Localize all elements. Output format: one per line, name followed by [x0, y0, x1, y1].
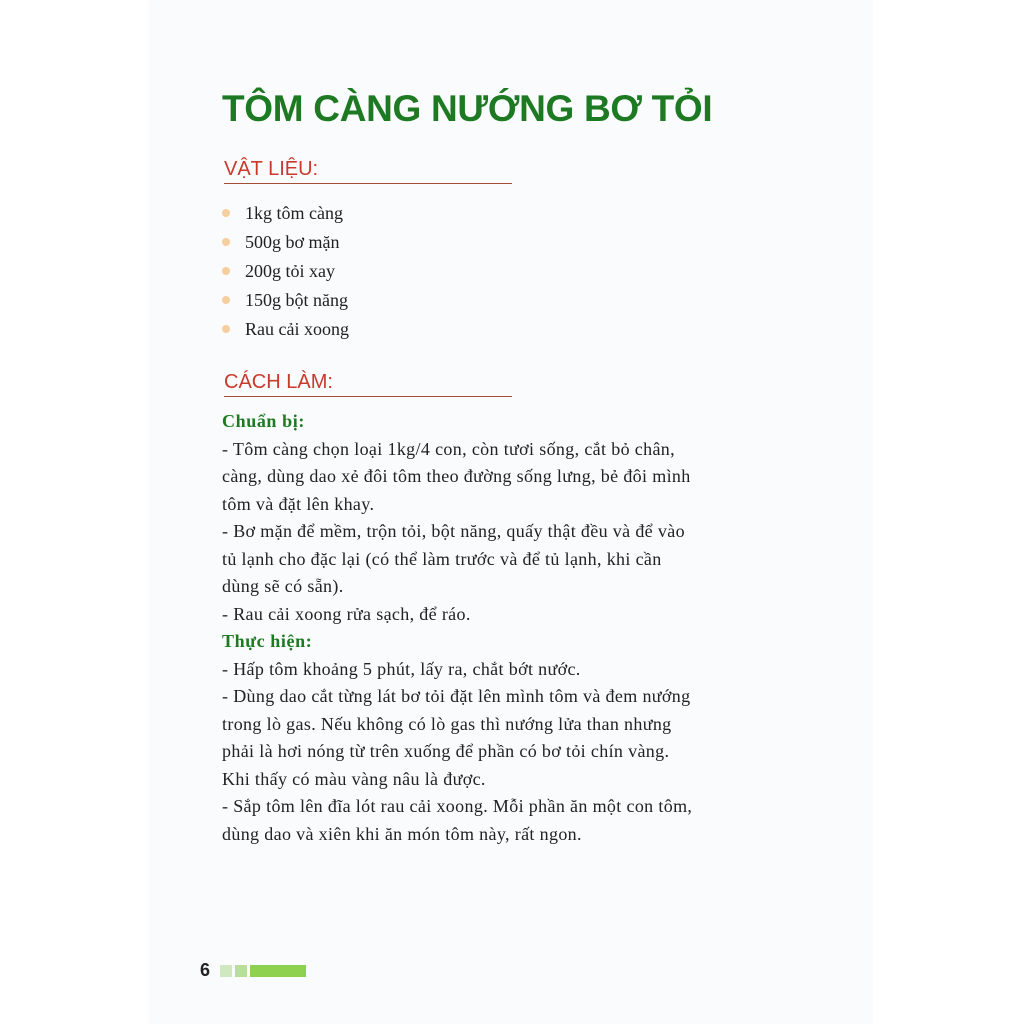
prep-line: càng, dùng dao xẻ đôi tôm theo đường sống lưng, bẻ đôi mình: [222, 466, 691, 486]
recipe-title: TÔM CÀNG NƯỚNG BƠ TỎI: [222, 88, 713, 129]
bullet-icon: [222, 238, 230, 246]
ingredient-text: 150g bột năng: [245, 290, 348, 310]
exec-line: phải là hơi nóng từ trên xuống để phần có bơ tỏi chín vàng.: [222, 741, 670, 761]
list-item: [222, 199, 349, 228]
bullet-icon: [222, 296, 230, 304]
list-item: [222, 286, 349, 315]
exec-line: - Sắp tôm lên đĩa lót rau cải xoong. Mỗi phần ăn một con tôm,: [222, 796, 693, 816]
prep-line: - Bơ mặn để mềm, trộn tỏi, bột năng, quấy thật đều và để vào: [222, 521, 685, 541]
ingredient-text: 200g tỏi xay: [245, 261, 335, 281]
ingredient-text: 1kg tôm càng: [245, 203, 343, 223]
list-item: [222, 228, 349, 257]
materials-heading: VẬT LIỆU:: [224, 158, 512, 184]
exec-line: dùng dao và xiên khi ăn món tôm này, rất ngon.: [222, 823, 582, 844]
page-decor-bar: [250, 965, 306, 977]
exec-subheading: Thực hiện:: [222, 631, 313, 651]
bullet-icon: [222, 209, 230, 217]
prep-line: - Rau cải xoong rửa sạch, để ráo.: [222, 603, 471, 624]
prep-line: tôm và đặt lên khay.: [222, 493, 375, 514]
ingredient-text: 500g bơ mặn: [245, 232, 340, 252]
method-heading: CÁCH LÀM:: [224, 371, 512, 397]
exec-line: Khi thấy có màu vàng nâu là được.: [222, 768, 486, 789]
ingredient-text: Rau cải xoong: [245, 319, 349, 339]
bullet-icon: [222, 267, 230, 275]
prep-line: dùng sẽ có sẵn).: [222, 576, 344, 596]
exec-line: trong lò gas. Nếu không có lò gas thì nướng lửa than nhưng: [222, 713, 672, 734]
list-item: [222, 257, 349, 286]
method-body: [222, 408, 812, 848]
prep-line: tủ lạnh cho đặc lại (có thể làm trước và để tủ lạnh, khi cần: [222, 548, 662, 569]
page-decor-bar: [220, 965, 232, 977]
page-number: 6: [200, 960, 211, 980]
exec-line: - Hấp tôm khoảng 5 phút, lấy ra, chắt bớt nước.: [222, 658, 581, 679]
bullet-icon: [222, 325, 230, 333]
page-decor-bar: [235, 965, 247, 977]
prep-subheading: Chuẩn bị:: [222, 411, 305, 431]
prep-line: - Tôm càng chọn loại 1kg/4 con, còn tươi sống, cắt bỏ chân,: [222, 438, 675, 459]
exec-line: - Dùng dao cắt từng lát bơ tỏi đặt lên mình tôm và đem nướng: [222, 686, 691, 706]
ingredient-list: [222, 199, 349, 344]
list-item: [222, 315, 349, 344]
